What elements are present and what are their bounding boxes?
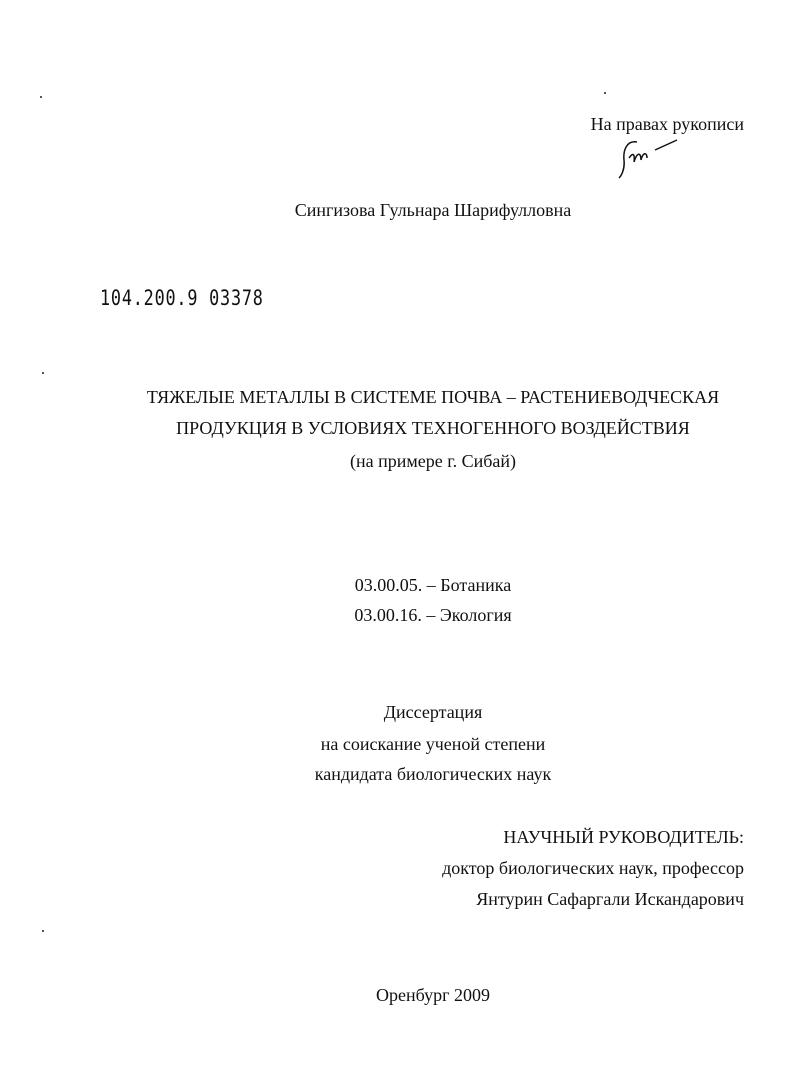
degree-line-2: на соискание ученой степени (320, 734, 546, 754)
scan-speck (40, 96, 42, 98)
specialty-2: 03.00.16. – Экология (354, 605, 512, 625)
author-name: Сингизова Гульнара Шарифулловна (294, 200, 572, 220)
title-line-1: ТЯЖЕЛЫЕ МЕТАЛЛЫ В СИСТЕМЕ ПОЧВА – РАСТЕНИЕВОДЧЕСКАЯ (146, 387, 720, 407)
scan-speck (42, 372, 44, 374)
degree-line-1: Диссертация (383, 702, 483, 722)
specialty-1: 03.00.05. – Ботаника (354, 575, 512, 595)
scan-speck (42, 930, 44, 932)
archive-stamp-number: 104.200.9 03378 (100, 286, 264, 310)
supervisor-title: доктор биологических наук, профессор (442, 858, 744, 878)
city-year: Оренбург 2009 (376, 985, 490, 1005)
supervisor-heading: НАУЧНЫЙ РУКОВОДИТЕЛЬ: (503, 827, 744, 847)
title-line-2: ПРОДУКЦИЯ В УСЛОВИЯХ ТЕХНОГЕННОГО ВОЗДЕЙСТВИЯ (176, 418, 690, 438)
scan-speck (604, 92, 606, 94)
title-subtitle: (на примере г. Сибай) (349, 451, 517, 471)
degree-line-3: кандидата биологических наук (314, 764, 552, 784)
handwritten-signature (615, 136, 685, 180)
supervisor-name: Янтурин Сафаргали Искандарович (476, 889, 744, 909)
rights-notice: На правах рукописи (590, 114, 744, 134)
